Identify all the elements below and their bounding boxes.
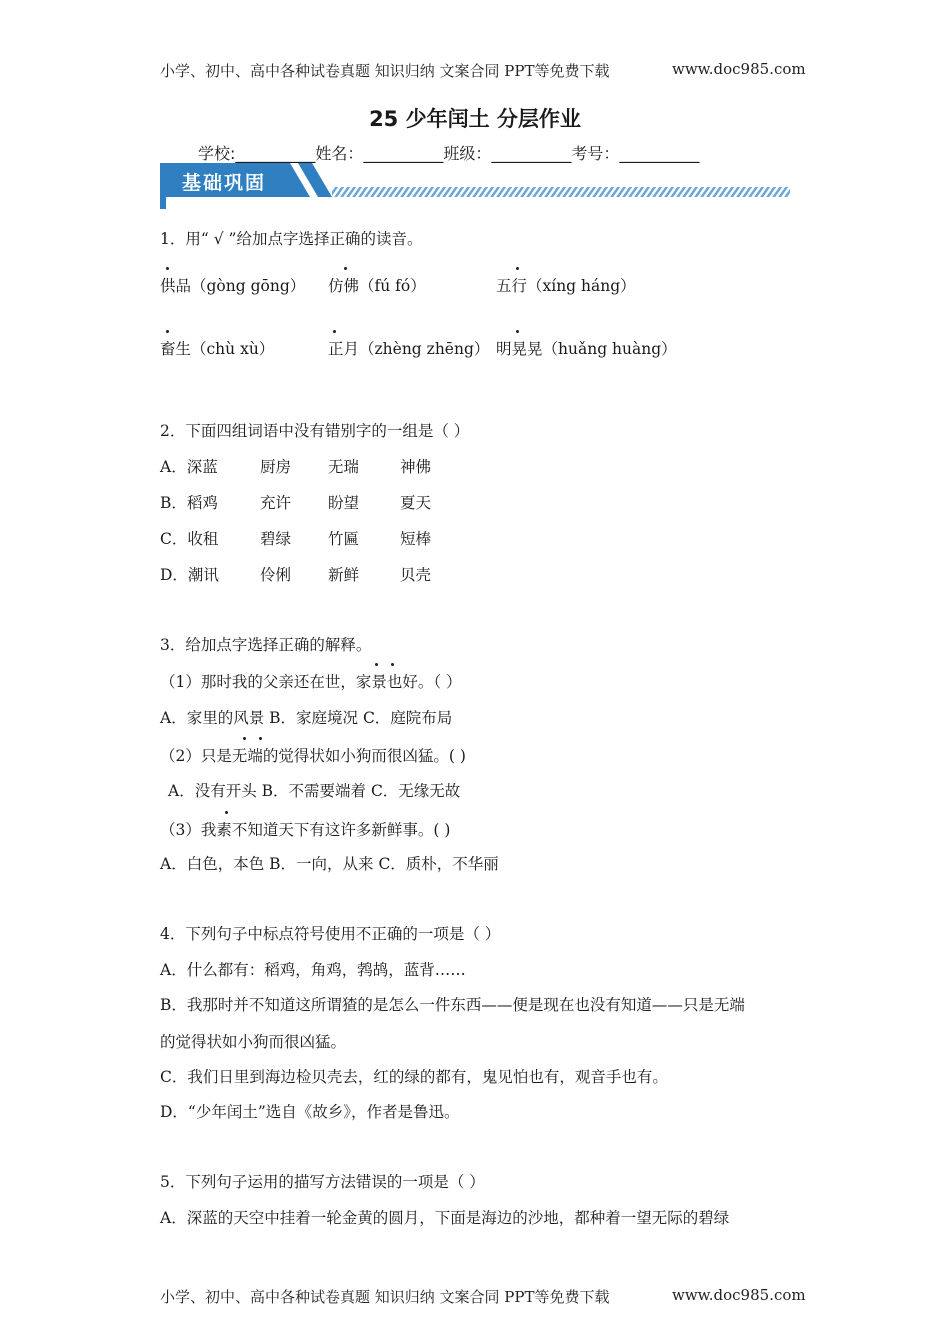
q2-option-d-word4: 贝壳	[400, 566, 432, 584]
q1-item-6: 明晃晃（huǎng huàng）	[496, 340, 677, 358]
q2-option-c-word3: 竹匾	[328, 530, 360, 548]
q2-option-d-word1: D．潮讯	[160, 566, 219, 584]
q1-item-1: 供品（gòng gōng）	[160, 277, 306, 295]
q2-option-a-word2: 厨房	[260, 458, 292, 476]
q2-option-b-word1: B．稻鸡	[160, 494, 218, 512]
student-info-line: 学校:__________姓名：__________班级：__________考号：__________	[198, 144, 700, 163]
q1-stem: 1．用“ √ ”给加点字选择正确的读音。	[160, 230, 423, 248]
q3-sub3: （3）我素不知道天下有这许多新鲜事。( )	[160, 821, 451, 839]
q2-option-c-word2: 碧绿	[260, 530, 292, 548]
q1-item-5: 正月（zhèng zhēng）	[328, 340, 490, 358]
q4-option-a: A．什么都有：稻鸡，角鸡，鹁鸪，蓝背……	[160, 961, 466, 979]
header-site-link[interactable]: www.doc985.com	[672, 60, 806, 78]
q2-option-a-word4: 神佛	[400, 458, 432, 476]
q4-option-c: C．我们日里到海边检贝壳去，红的绿的都有，鬼见怕也有，观音手也有。	[160, 1068, 668, 1086]
q4-option-d: D．“少年闰土”选自《故乡》，作者是鲁迅。	[160, 1103, 460, 1121]
q4-option-b-line2: 的觉得状如小狗而很凶猛。	[160, 1033, 347, 1051]
q2-option-b-word2: 充许	[260, 494, 292, 512]
emphasis-dot	[166, 330, 169, 333]
emphasis-dot	[516, 267, 519, 270]
emphasis-dot	[243, 737, 246, 740]
footer-left-text: 小学、初中、高中各种试卷真题 知识归纳 文案合同 PPT等免费下载	[160, 1288, 610, 1306]
q1-item-2: 仿佛（fú fó）	[328, 277, 426, 295]
q5-stem: 5．下列句子运用的描写方法错误的一项是（ ）	[160, 1173, 485, 1191]
section-banner-label: 基础巩固	[182, 172, 267, 194]
q3-sub3-options: A．白色，本色 B．一向，从来 C．质朴，不华丽	[160, 855, 499, 873]
q2-stem: 2．下面四组词语中没有错别字的一组是（ ）	[160, 422, 470, 440]
q2-option-b-word3: 盼望	[328, 494, 360, 512]
emphasis-dot	[516, 330, 519, 333]
q3-sub1: （1）那时我的父亲还在世，家景也好。（ ）	[160, 673, 462, 691]
q5-option-a: A．深蓝的天空中挂着一轮金黄的圆月，下面是海边的沙地，都种着一望无际的碧绿	[160, 1209, 730, 1227]
q2-option-d-word3: 新鲜	[328, 566, 360, 584]
q2-option-c-word1: C．收租	[160, 530, 219, 548]
q4-stem: 4．下列句子中标点符号使用不正确的一项是（ ）	[160, 925, 501, 943]
emphasis-dot	[259, 737, 262, 740]
emphasis-dot	[391, 663, 394, 666]
page-title: 25 少年闰土 分层作业	[369, 107, 581, 131]
section-banner	[160, 163, 790, 209]
footer-site-link[interactable]: www.doc985.com	[672, 1286, 806, 1304]
q2-option-a-word1: A．深蓝	[160, 458, 218, 476]
header-left-text: 小学、初中、高中各种试卷真题 知识归纳 文案合同 PPT等免费下载	[160, 62, 610, 80]
emphasis-dot	[375, 663, 378, 666]
q1-item-3: 五行（xíng háng）	[496, 277, 636, 295]
q3-sub2-options: A．没有开头 B．不需要端着 C．无缘无故	[168, 782, 461, 800]
emphasis-dot	[166, 267, 169, 270]
emphasis-dot	[344, 267, 347, 270]
q3-sub2: （2）只是无端的觉得状如小狗而很凶猛。( )	[160, 747, 466, 765]
q1-item-4: 畜生（chù xù）	[160, 340, 275, 358]
q4-option-b-line1: B．我那时并不知道这所谓猹的是怎么一件东西——便是现在也没有知道——只是无端	[160, 996, 745, 1014]
q2-option-c-word4: 短棒	[400, 530, 432, 548]
q2-option-d-word2: 伶俐	[260, 566, 292, 584]
q3-sub1-options: A．家里的风景 B．家庭境况 C．庭院布局	[160, 709, 453, 727]
q2-option-a-word3: 无瑞	[328, 458, 360, 476]
emphasis-dot	[225, 811, 228, 814]
q2-option-b-word4: 夏天	[400, 494, 432, 512]
q3-stem: 3．给加点字选择正确的解释。	[160, 636, 372, 654]
emphasis-dot	[333, 330, 336, 333]
